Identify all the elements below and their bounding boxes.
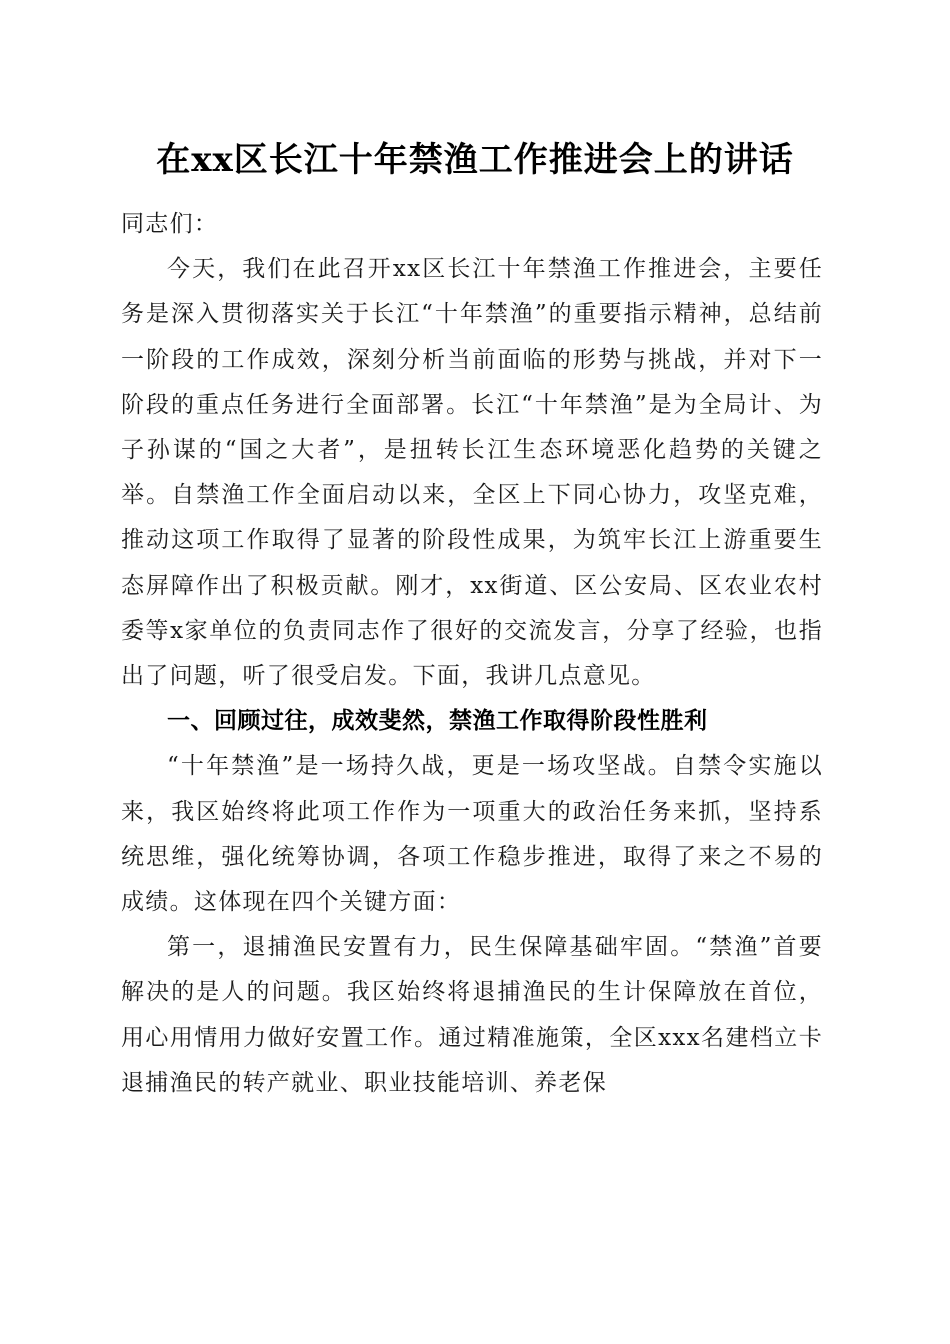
- document-body: [121, 202, 823, 1106]
- point-1-lead: 第一，退捕渔民安置有力，民生保障基础牢固。: [167, 934, 696, 961]
- section-heading-1: 一、回顾过往，成效斐然，禁渔工作取得阶段性胜利: [167, 708, 708, 735]
- salutation: 同志们：: [121, 211, 219, 237]
- point-1-paragraph: [121, 925, 823, 1106]
- document-title: 在xx区长江十年禁渔工作推进会上的讲话: [156, 140, 794, 180]
- point-1-body: “禁渔”首要解决的是人的问题。我区始终将退捕渔民的生计保障放在首位，用心用情用力做好安置工作。通过精准施策，全区xxx名建档立卡退捕渔民的转产就业、职业技能培训、养老保: [121, 934, 823, 1096]
- opening-paragraph: 今天，我们在此召开xx区长江十年禁渔工作推进会，主要任务是深入贯彻落实关于长江“十年禁渔”的重要指示精神，总结前一阶段的工作成效，深刻分析当前面临的形势与挑战，并对下一阶段的重点任务进行全面部署。长江“十年禁渔”是为全局计、为子孙谋的“国之大者”，是扭转长江生态环境恶化趋势的关键之举。自禁渔工作全面启动以来，全区上下同心协力，攻坚克难，推动这项工作取得了显著的阶段性成果，为筑牢长江上游重要生态屏障作出了积极贡献。刚才，xx街道、区公安局、区农业农村委等x家单位的负责同志作了很好的交流发言，分享了经验，也指出了问题，听了很受启发。下面，我讲几点意见。: [121, 256, 823, 690]
- section-paragraph-1: “十年禁渔”是一场持久战，更是一场攻坚战。自禁令实施以来，我区始终将此项工作作为一项重大的政治任务来抓，坚持系统思维，强化统筹协调，各项工作稳步推进，取得了来之不易的成绩。这体现在四个关键方面：: [121, 753, 823, 916]
